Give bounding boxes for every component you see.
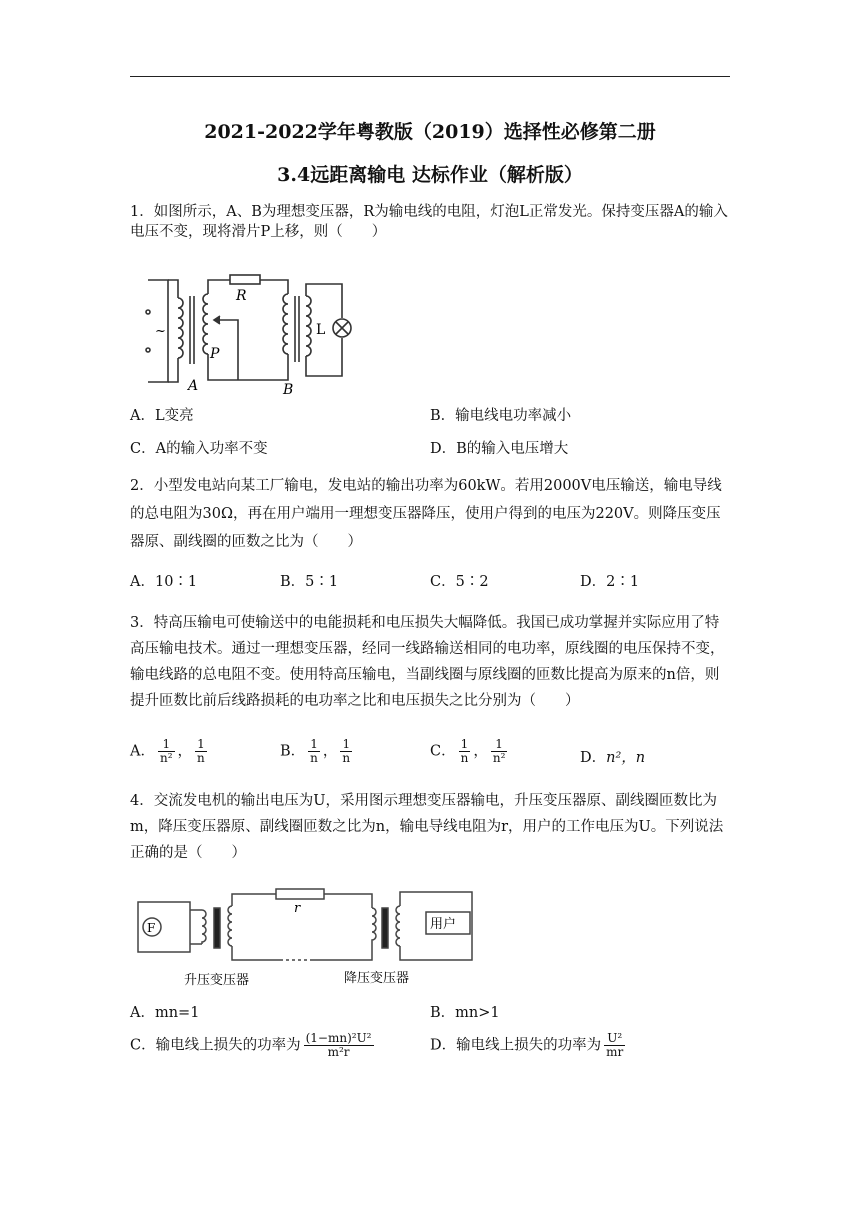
label-L: L: [316, 322, 326, 338]
q3-c-fraction-2: $\frac{1}{\text{n²}}$: [492, 737, 506, 765]
q4-option-c: C．输电线上损失的功率为 $\frac{\text{(1−mn)²U²}}{\text{m²r}}$: [130, 1031, 372, 1059]
q3-option-d: D．n²，n: [580, 750, 646, 766]
ac-source-symbol: ~: [155, 324, 166, 339]
q3-b-fraction-1: $\frac{1}{n}$: [310, 737, 318, 765]
q2-option-c: C．5∶2: [430, 574, 489, 590]
label-A: A: [188, 378, 199, 394]
q4-transmission-diagram: [130, 880, 475, 990]
q3-option-b: B． $\frac{1}{n}$ ， $\frac{1}{n}$: [280, 737, 351, 765]
q3-c-fraction-1: $\frac{1}{n}$: [460, 737, 469, 765]
generator-label: F: [147, 921, 156, 935]
doc-title-line2: 3.4远距离输电 达标作业（解析版）: [277, 164, 583, 186]
q1-option-a: A．L变亮: [130, 408, 194, 424]
q3-option-a: A． $\frac{1}{\text{n²}}$ ， $\frac{1}{n}$: [130, 737, 205, 765]
step-up-label: 升压变压器: [184, 973, 250, 988]
label-R: R: [236, 288, 247, 304]
header-rule: [130, 76, 730, 77]
q3-a-fraction-1: $\frac{1}{\text{n²}}$: [159, 737, 173, 765]
q3-b-fraction-2: $\frac{1}{n}$: [342, 737, 351, 765]
label-B: B: [283, 382, 294, 396]
q2-option-a: A．10∶1: [130, 574, 198, 590]
question-3-text: 3．特高压输电可使输送中的电能损耗和电压损失大幅降低。我国已成功掌握并实际应用了特高压输电技术。通过一理想变压器，经同一线路输送相同的电功率，原线圈的电压保持不变，输电线路的总电阻不变。使用特高压输电，当副线圈与原线圈的匝数比提高为原来的n倍，则提升匝数比前后线路损耗的电功率之比和电压损失之比分别为（ ）: [130, 615, 725, 709]
question-2-text: 2．小型发电站向某工厂输电，发电站的输出功率为60kW。若用2000V电压输送，输电导线的总电阻为30Ω，再在用户端用一理想变压器降压，使用户得到的电压为220V。则降压变压器原、副线圈的匝数之比为（ ）: [130, 478, 722, 550]
question-4-text: 4．交流发电机的输出电压为U，采用图示理想变压器输电，升压变压器原、副线圈匝数比为m，降压变压器原、副线圈匝数之比为n，输电导线电阻为r，用户的工作电压为U。下列说法正确的是（ ）: [130, 793, 724, 861]
step-down-label: 降压变压器: [344, 971, 410, 986]
user-label: 用户: [430, 917, 457, 932]
q1-circuit-diagram: [138, 272, 358, 396]
question-1-text: 1．如图所示，A、B为理想变压器，R为输电线的电阻，灯泡L正常发光。保持变压器A的输入电压不变，现将滑片P上移，则（ ）: [130, 204, 728, 240]
q4-c-fraction: $\frac{\text{(1−mn)²U²}}{\text{m²r}}$: [305, 1031, 372, 1059]
q4-option-b: B．mn>1: [430, 1005, 500, 1021]
q3-option-c: C． $\frac{1}{n}$ ， $\frac{1}{\text{n²}}$: [430, 737, 506, 765]
q4-option-d: D．输电线上损失的功率为 $\frac{\text{U²}}{mr}$: [430, 1031, 624, 1059]
label-P: P: [210, 346, 220, 362]
q1-option-b: B．输电线电功率减小: [430, 408, 572, 424]
line-resistor-label: r: [294, 901, 301, 916]
q1-option-d: D．B的输入电压增大: [430, 441, 569, 457]
q1-option-c: C．A的输入功率不变: [130, 441, 268, 457]
q3-a-fraction-2: $\frac{1}{n}$: [197, 737, 205, 765]
q2-option-d: D．2∶1: [580, 574, 640, 590]
q2-option-b: B．5∶1: [280, 574, 339, 590]
q4-d-fraction: $\frac{\text{U²}}{mr}$: [606, 1031, 624, 1059]
doc-title-line1: 2021-2022学年粤教版（2019）选择性必修第二册: [204, 121, 656, 143]
q4-option-a: A．mn=1: [130, 1005, 200, 1021]
